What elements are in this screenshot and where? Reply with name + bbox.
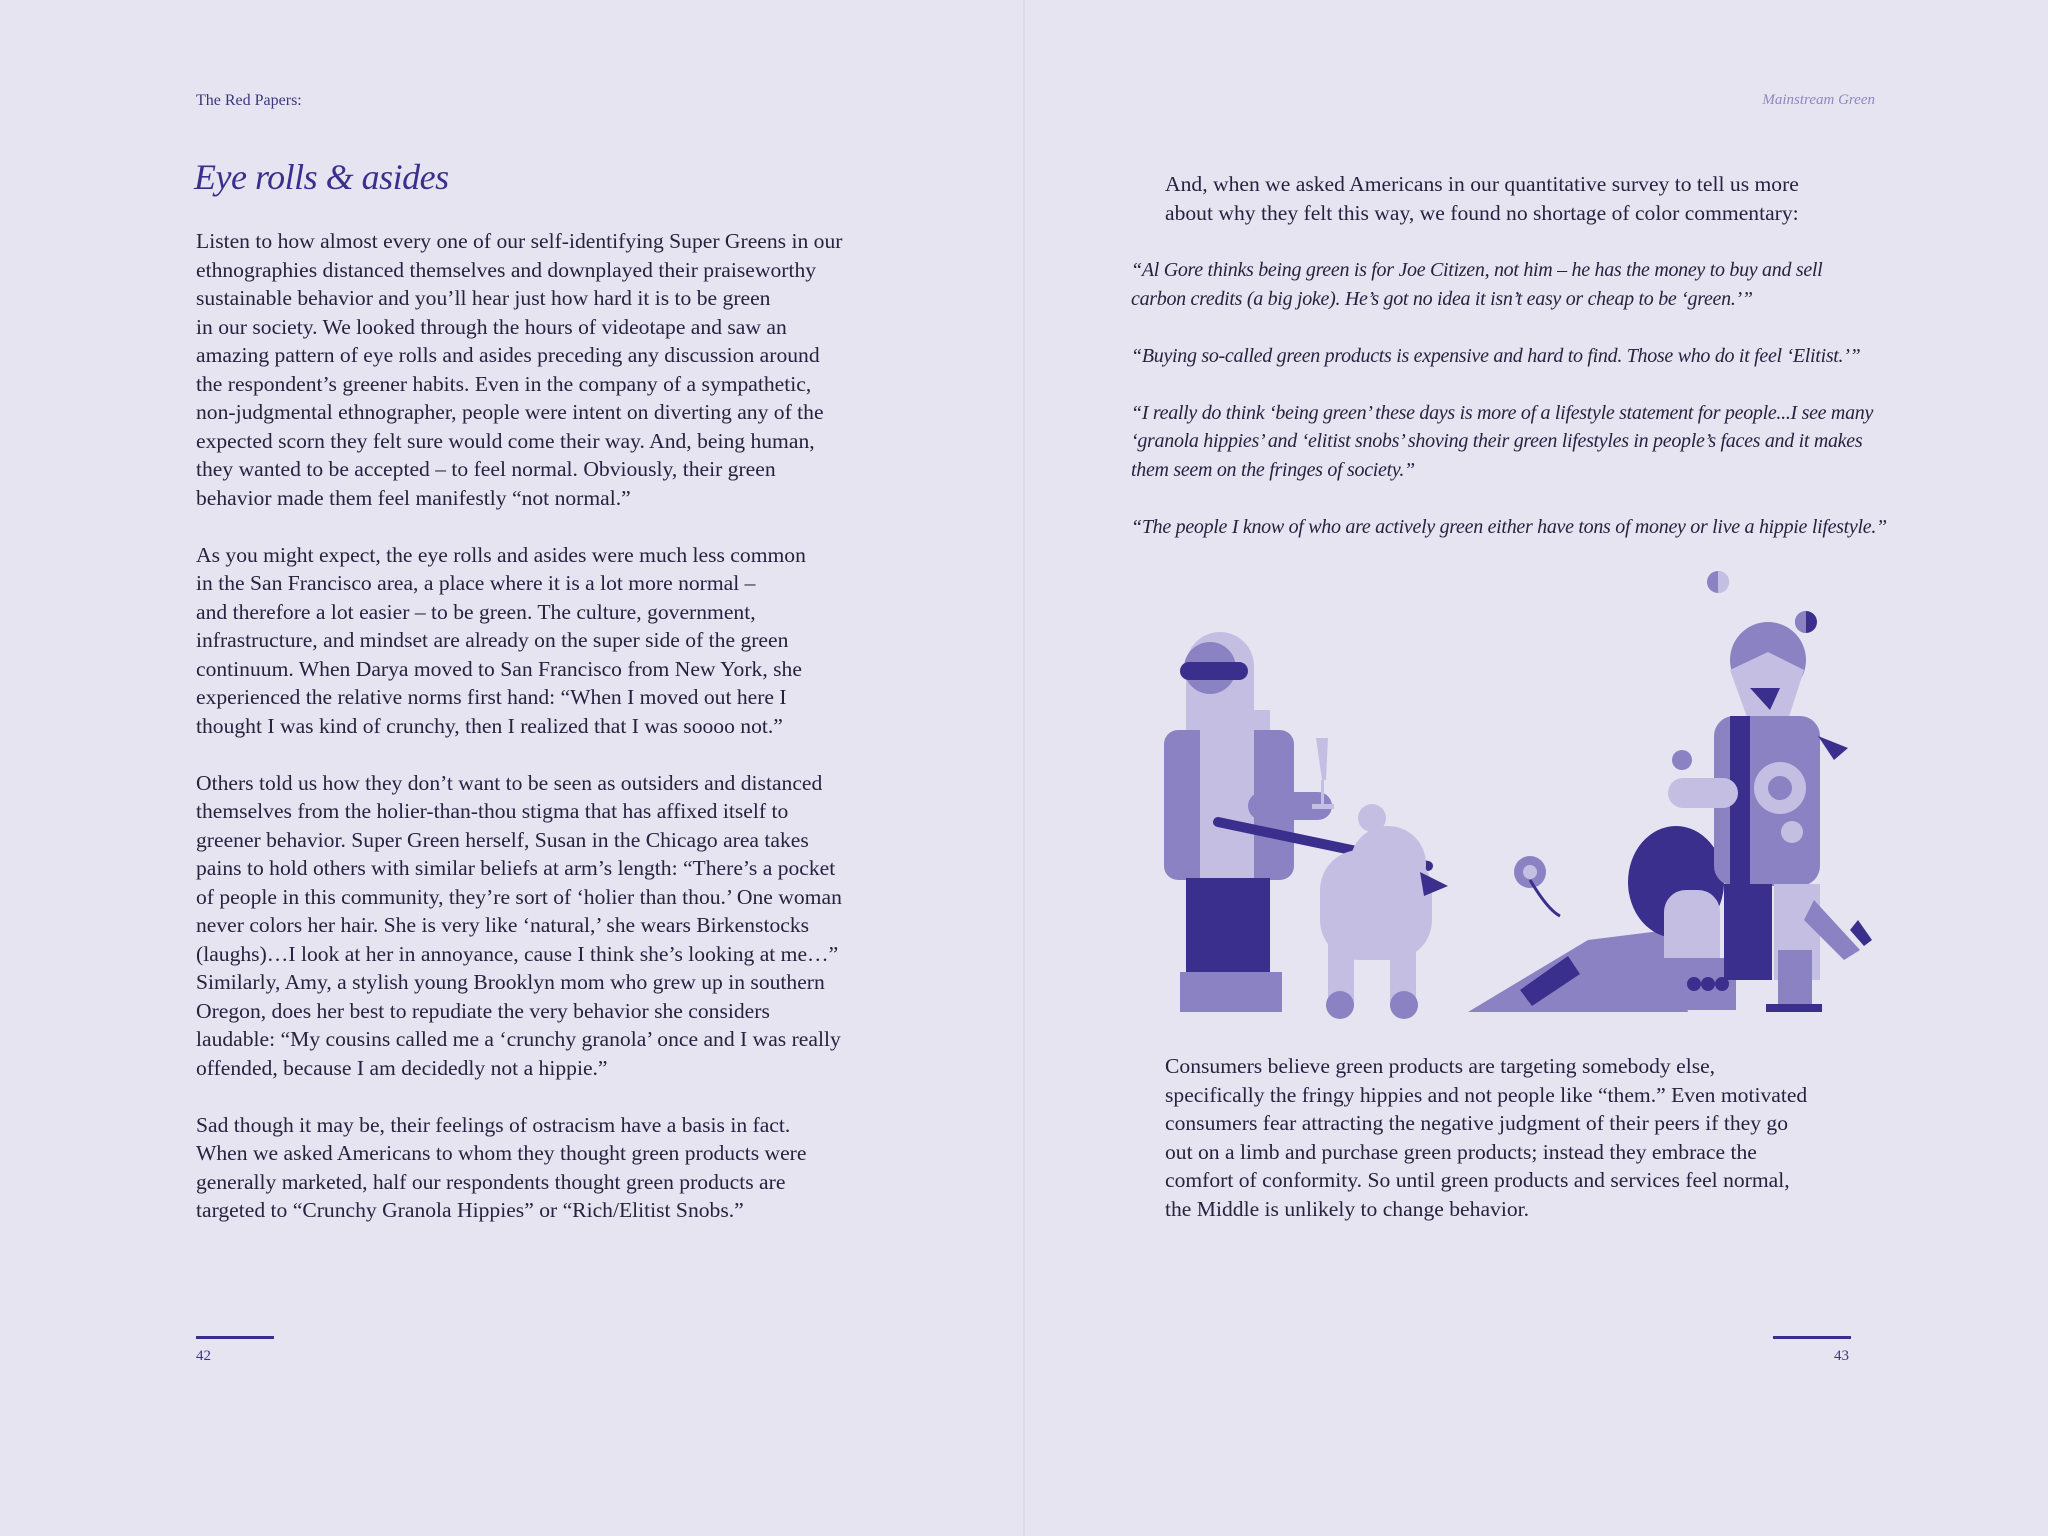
section-heading: Eye rolls & asides bbox=[194, 157, 449, 197]
flower-icon bbox=[1514, 856, 1560, 916]
paragraph: Others told us how they don’t want to be seen as outsiders and distanced themselves from the holier-than-thou stigma that has affixed itself to greener behavior. Super Green herself, Susan in the Chicago area takes pains to hold others with similar beliefs at arm’s length: “There’s a pocket of people in this community, they’re sort of ‘holier than thou.’ One woman never colors her hair. She is very like ‘natural,’ she wears Birkenstocks (laughs)…I look at her in annoyance, cause I think she’s looking at me…” Similarly, Amy, a stylish young Brooklyn mom who grew up in southern Oregon, does her best to repudiate the very behavior she considers laudable: “My cousins called me a ‘crunchy granola’ once and I was really offended, because I am decidedly not a hippie.” bbox=[196, 770, 842, 1080]
footer-rule bbox=[196, 1336, 274, 1339]
right-page bbox=[1024, 0, 2048, 1536]
survey-quotes bbox=[1131, 256, 1911, 570]
paragraph: Listen to how almost every one of our self-identifying Super Greens in our ethnographies distanced themselves and downplayed their praiseworthy sustainable behavior and you’ll hear just how hard it is to be green in our society. We looked through the hours of videotape and saw an amazing pattern of eye rolls and asides preceding any discussion around the respondent’s greener habits. Even in the company of a sympathetic, non-judgmental ethnographer, people were intent on diverting any of the expected scorn they felt sure would come their way. And, being human, they wanted to be accepted – to feel normal. Obviously, their green behavior made them feel manifestly “not normal.” bbox=[196, 229, 843, 510]
illustration bbox=[1128, 560, 1908, 1020]
page-number: 43 bbox=[1834, 1348, 1849, 1364]
floating-dot-half bbox=[1795, 611, 1806, 633]
paragraph: As you might expect, the eye rolls and asides were much less common in the San Francisco area, a place where it is a lot more normal – and therefore a lot easier – to be green. The culture, government, infrastructure, and mindset are already on the super side of the green continuum. When Darya moved to San Francisco from New York, she experienced the relative norms first hand: “When I moved out here I thought I was kind of crunchy, then I realized that I was soooo not.” bbox=[196, 542, 806, 738]
quote: “I really do think ‘being green’ these days is more of a lifestyle statement for people...I see many ‘granola hippies’ and ‘elitist snobs’ shoving their green lifestyles in people’s faces and it makes them seem on the fringes of society.” bbox=[1131, 401, 1874, 481]
reclining-figure bbox=[1468, 826, 1736, 1012]
running-head: The Red Papers: bbox=[196, 92, 302, 109]
paragraph: Sad though it may be, their feelings of ostracism have a basis in fact. When we asked Americans to whom they thought green products were generally marketed, half our respondents thought green products are targeted to “Crunchy Granola Hippies” or “Rich/Elitist Snobs.” bbox=[196, 1112, 807, 1222]
running-head: Mainstream Green bbox=[1762, 92, 1875, 108]
intro-paragraph: And, when we asked Americans in our quantitative survey to tell us more about why they felt this way, we found no shortage of color commentary: bbox=[1165, 172, 1799, 225]
closing-paragraph: Consumers believe green products are targeting somebody else, specifically the fringy hippies and not people like “them.” Even motivated consumers fear attracting the negative judgment of their peers if they go out on a limb and purchase green products; instead they embrace the comfort of conformity. So until green products and services feel normal, the Middle is unlikely to change behavior. bbox=[1165, 1054, 1808, 1221]
poodle-figure bbox=[1320, 804, 1448, 1019]
quote: “The people I know of who are actively green either have tons of money or live a hippie lifestyle.” bbox=[1131, 515, 1887, 538]
floating-dot bbox=[1672, 750, 1692, 770]
quote: “Al Gore thinks being green is for Joe Citizen, not him – he has the money to buy and sell carbon credits (a big joke). He’s got no idea it isn’t easy or cheap to be ‘green.’” bbox=[1131, 259, 1823, 310]
body-text bbox=[196, 227, 936, 1253]
page-number: 42 bbox=[196, 1348, 211, 1364]
floating-dot-half bbox=[1718, 571, 1729, 593]
footer-rule bbox=[1773, 1336, 1851, 1339]
quote: “Buying so-called green products is expensive and hard to find. Those who do it feel ‘Elitist.’” bbox=[1131, 344, 1861, 367]
